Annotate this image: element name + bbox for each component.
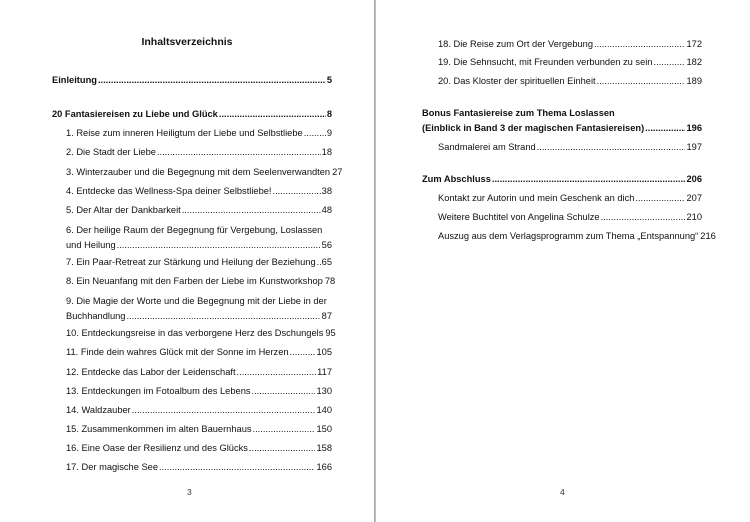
toc-entry-sandmalerei[interactable] — [438, 141, 702, 153]
toc-entry-page: 150 — [316, 424, 332, 434]
dot-leader — [273, 185, 321, 197]
toc-entry-page: 48 — [321, 205, 332, 215]
dot-leader — [317, 256, 321, 268]
toc-entry-page: 130 — [316, 386, 332, 396]
toc-entry-label: Weitere Buchtitel von Angelina Schulze — [438, 212, 600, 222]
toc-entry-label: Sandmalerei am Strand — [438, 142, 536, 152]
dot-leader — [304, 127, 326, 139]
toc-entry-label: 3. Winterzauber und die Begegnung mit dem Seelenverwandten — [66, 167, 331, 177]
page-number-right: 4 — [560, 487, 565, 497]
toc-entry-kontakt[interactable] — [438, 192, 702, 204]
toc-section-page: 206 — [686, 174, 702, 184]
toc-entry-page: 158 — [316, 443, 332, 453]
toc-section-label: Zum Abschluss — [422, 174, 491, 184]
toc-entry-page: 105 — [316, 347, 332, 357]
dot-leader — [290, 346, 316, 358]
toc-entry-15[interactable] — [66, 423, 332, 435]
toc-entry-page: 172 — [686, 39, 702, 49]
dot-leader — [653, 56, 685, 68]
dot-leader — [159, 461, 316, 473]
dot-leader — [253, 423, 316, 435]
toc-section-bonus-line2 — [422, 122, 702, 134]
toc-entry-label: 14. Waldzauber — [66, 405, 131, 415]
toc-entry-page: 27 — [332, 167, 343, 177]
toc-entry-label: 18. Die Reise zum Ort der Vergebung — [438, 39, 594, 49]
toc-entry-page: 65 — [321, 257, 332, 267]
dot-leader — [117, 239, 321, 251]
toc-entry-label: 1. Reise zum inneren Heiligtum der Liebe und Selbstliebe — [66, 128, 303, 138]
dot-leader — [635, 192, 685, 204]
toc-entry-label: 4. Entdecke das Wellness-Spa deiner Selbstliebe! — [66, 186, 272, 196]
toc-entry-18[interactable] — [438, 38, 702, 50]
toc-entry-label: 17. Der magische See — [66, 462, 158, 472]
toc-entry-page: 9 — [326, 128, 332, 138]
dot-leader — [219, 108, 326, 120]
toc-entry-label: Kontakt zur Autorin und mein Geschenk an dich — [438, 193, 635, 203]
toc-entry-label-line2: Buchhandlung — [66, 310, 126, 321]
toc-entry-label: Auszug aus dem Verlagsprogramm zum Thema „Entspannung“ — [438, 231, 699, 241]
toc-entry-page: 5 — [326, 75, 332, 85]
dot-leader — [594, 38, 685, 50]
dot-leader — [597, 75, 686, 87]
toc-entry-einleitung[interactable] — [52, 74, 332, 86]
toc-entry-7[interactable] — [66, 256, 332, 268]
toc-entry-page: 207 — [686, 193, 702, 203]
toc-entry-page: 182 — [686, 57, 702, 67]
toc-entry-label: 7. Ein Paar-Retreat zur Stärkung und Heilung der Beziehung — [66, 257, 316, 267]
toc-entry-label: 2. Die Stadt der Liebe — [66, 147, 156, 157]
toc-entry-page: 166 — [316, 462, 332, 472]
toc-entry-8[interactable] — [66, 275, 336, 287]
toc-section-page: 8 — [326, 109, 332, 119]
dot-leader — [237, 366, 317, 378]
dot-leader — [492, 173, 686, 185]
toc-entry-page: 18 — [321, 147, 332, 157]
dot-leader — [157, 146, 321, 158]
toc-entry-19[interactable] — [438, 56, 702, 68]
toc-entry-label-line2: und Heilung — [66, 239, 116, 250]
toc-entry-page: 78 — [324, 276, 336, 286]
toc-entry-label: 5. Der Altar der Dankbarkeit — [66, 205, 181, 215]
toc-entry-4[interactable] — [66, 185, 332, 197]
toc-entry-page: 140 — [316, 405, 332, 415]
toc-entry-9[interactable] — [66, 294, 332, 322]
dot-leader — [249, 442, 316, 454]
toc-title: Inhaltsverzeichnis — [141, 36, 233, 48]
right-page — [376, 0, 750, 522]
toc-entry-17[interactable] — [66, 461, 332, 473]
toc-section-label: 20 Fantasiereisen zu Liebe und Glück — [52, 109, 218, 119]
toc-entry-12[interactable] — [66, 366, 332, 378]
toc-entry-page: 117 — [317, 367, 332, 377]
toc-entry-6[interactable] — [66, 223, 332, 251]
page-number-left: 3 — [187, 487, 192, 497]
toc-entry-page: 56 — [321, 239, 332, 250]
dot-leader — [132, 404, 316, 416]
toc-entry-label: 13. Entdeckungen im Fotoalbum des Lebens — [66, 386, 251, 396]
toc-section-page: 196 — [686, 122, 702, 133]
toc-entry-6-line2 — [66, 239, 332, 251]
toc-section-label-line1: Bonus Fantasiereise zum Thema Loslassen — [422, 108, 615, 118]
toc-entry-label: 11. Finde dein wahres Glück mit der Sonne im Herzen — [66, 347, 289, 357]
toc-entry-9-line2 — [66, 310, 332, 322]
dot-leader — [645, 122, 685, 134]
toc-entry-buchtitel[interactable] — [438, 211, 702, 223]
toc-entry-page: 210 — [686, 212, 702, 222]
toc-entry-label: Einleitung — [52, 75, 97, 85]
toc-entry-2[interactable] — [66, 146, 332, 158]
toc-entry-label: 16. Eine Oase der Resilienz und des Glücks — [66, 443, 248, 453]
dot-leader — [537, 141, 686, 153]
toc-section-bonus[interactable] — [422, 106, 702, 134]
dot-leader — [601, 211, 686, 223]
dot-leader — [126, 310, 320, 322]
toc-entry-10[interactable] — [66, 327, 336, 339]
toc-entry-5[interactable] — [66, 204, 332, 216]
toc-entry-label: 20. Das Kloster der spirituellen Einheit — [438, 76, 596, 86]
toc-entry-label: 10. Entdeckungsreise in das verborgene Herz des Dschungels — [66, 328, 324, 338]
toc-entry-page: 38 — [321, 186, 332, 196]
toc-entry-page: 189 — [686, 76, 702, 86]
toc-entry-14[interactable] — [66, 404, 332, 416]
toc-entry-1[interactable] — [66, 127, 332, 139]
toc-section-abschluss[interactable] — [422, 173, 702, 185]
toc-entry-11[interactable] — [66, 346, 332, 358]
toc-entry-label-line1: 6. Der heilige Raum der Begegnung für Vergebung, Loslassen — [66, 225, 323, 235]
dot-leader — [98, 74, 326, 86]
toc-entry-20[interactable] — [438, 75, 702, 87]
toc-entry-label: 19. Die Sehnsucht, mit Freunden verbunden zu sein — [438, 57, 653, 67]
toc-entry-page: 197 — [686, 142, 702, 152]
toc-section-fantasiereisen[interactable] — [52, 108, 332, 120]
toc-entry-label: 8. Ein Neuanfang mit den Farben der Liebe im Kunstworkshop — [66, 276, 323, 286]
toc-entry-3[interactable] — [66, 166, 343, 178]
toc-entry-page: 95 — [325, 328, 336, 338]
dot-leader — [252, 385, 316, 397]
dot-leader — [182, 204, 321, 216]
toc-entry-page: 216 — [700, 231, 716, 241]
toc-entry-label: 12. Entdecke das Labor der Leidenschaft — [66, 367, 236, 377]
toc-entry-label: 15. Zusammenkommen im alten Bauernhaus — [66, 424, 252, 434]
toc-entry-verlagsprogramm[interactable] — [438, 230, 716, 242]
toc-entry-page: 87 — [321, 310, 332, 321]
toc-entry-label-line1: 9. Die Magie der Worte und die Begegnung mit der Liebe in der — [66, 296, 327, 306]
toc-section-label-line2: (Einblick in Band 3 der magischen Fantasiereisen) — [422, 122, 645, 133]
toc-entry-16[interactable] — [66, 442, 332, 454]
toc-entry-13[interactable] — [66, 385, 332, 397]
left-page — [0, 0, 374, 522]
